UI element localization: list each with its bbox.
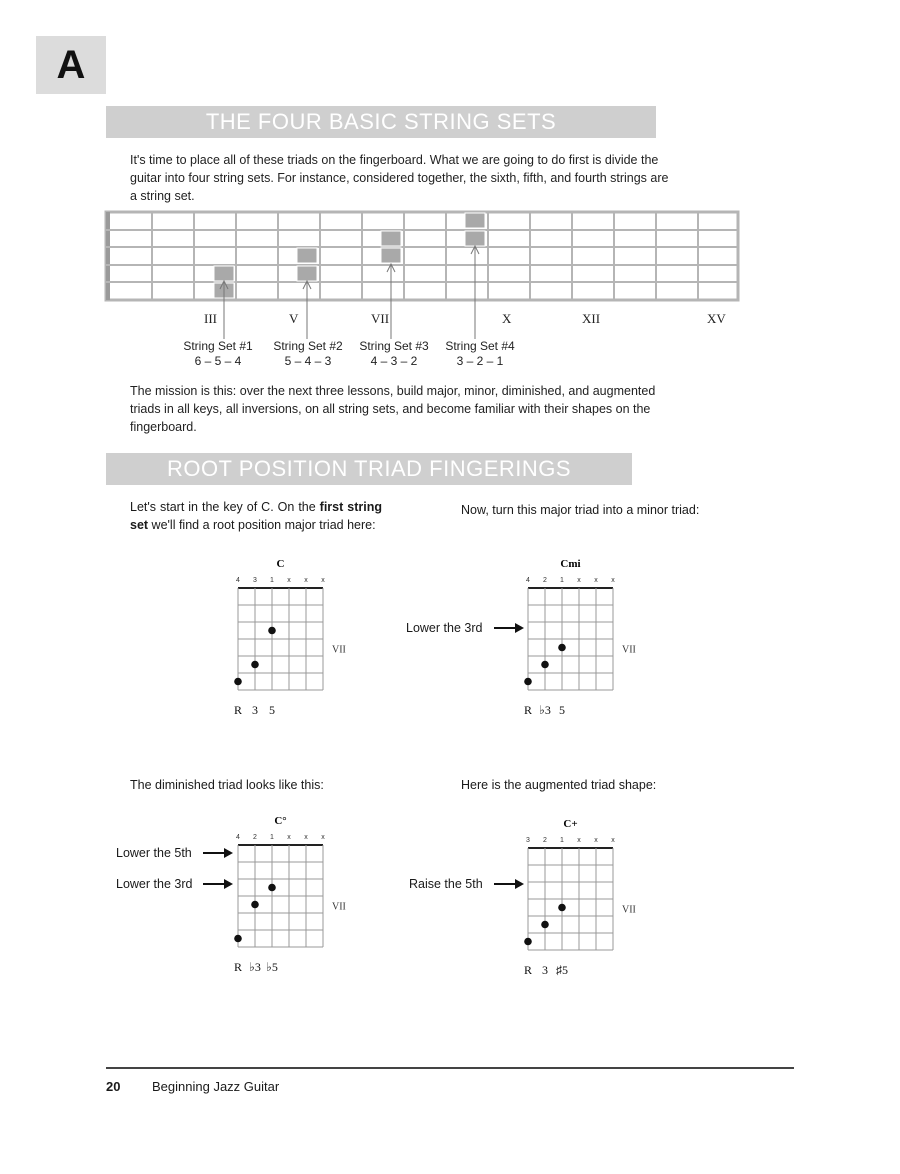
- section-heading-string-sets: THE FOUR BASIC STRING SETS: [106, 106, 656, 138]
- finger-label: 3: [526, 837, 530, 844]
- chord-grid: [226, 555, 356, 717]
- position-label: VII: [332, 644, 346, 656]
- chord-diagram-augmented: [516, 815, 646, 977]
- finger-label: x: [577, 577, 581, 584]
- chord-diagram-major: [226, 555, 356, 717]
- degree-label: ♭5: [266, 960, 278, 974]
- section-tab-letter: A: [36, 36, 106, 94]
- degree-label: ♭3: [249, 960, 261, 974]
- finger-label: 4: [526, 577, 530, 584]
- intro-diminished-text: The diminished triad looks like this:: [130, 778, 324, 792]
- page-number: 20: [106, 1079, 121, 1094]
- finger-label: x: [287, 834, 291, 841]
- finger-dot: [524, 678, 532, 686]
- chord-name: Cmi: [560, 558, 581, 570]
- finger-label: x: [611, 837, 615, 844]
- string-set-name: String Set #3: [359, 339, 429, 353]
- string-set-4-block: [465, 213, 485, 228]
- string-set-strings: 4 – 3 – 2: [370, 354, 418, 368]
- degree-label: R: [523, 963, 533, 977]
- chord-grid: [516, 555, 646, 717]
- finger-label: 3: [253, 577, 257, 584]
- finger-dot: [558, 904, 566, 912]
- degree-label: 3: [252, 703, 258, 717]
- string-set-strings: 3 – 2 – 1: [456, 354, 504, 368]
- string-set-3-block: [381, 248, 401, 263]
- chord-name: C: [276, 558, 285, 570]
- finger-label: x: [321, 577, 325, 584]
- string-set-strings: 5 – 4 – 3: [284, 354, 332, 368]
- finger-dot: [541, 661, 549, 669]
- fret-marker-x: X: [502, 311, 512, 326]
- intro-minor-text: Now, turn this major triad into a minor triad:: [461, 503, 700, 517]
- position-label: VII: [332, 901, 346, 913]
- intro-paragraph: It's time to place all of these triads on the fingerboard. What we are going to do first is divide the guitar into four string sets. For instance, considered together, the sixth, fifth, and fourth strings are a string set.: [130, 153, 669, 203]
- finger-label: x: [304, 577, 308, 584]
- annotation-lower-third: Lower the 3rd: [406, 621, 483, 635]
- chord-grid: [226, 812, 356, 974]
- finger-label: x: [594, 837, 598, 844]
- finger-label: 2: [253, 834, 257, 841]
- finger-label: x: [287, 577, 291, 584]
- finger-dot: [251, 661, 259, 669]
- string-set-2-block: [297, 248, 317, 263]
- finger-dot: [524, 938, 532, 946]
- degree-label: 3: [542, 963, 548, 977]
- finger-dot: [234, 678, 242, 686]
- chord-grid: [516, 815, 646, 977]
- book-title: Beginning Jazz Guitar: [152, 1079, 280, 1094]
- finger-dot: [268, 884, 276, 892]
- string-set-1-block: [214, 266, 234, 281]
- mission-paragraph: The mission is this: over the next three lessons, build major, minor, diminished, and augmented triads in all keys, all inversions, on all string sets, and become familiar with their shapes on the fingerboard.: [130, 384, 656, 434]
- string-set-1-label: [172, 339, 264, 369]
- fret-marker-vii: VII: [371, 311, 390, 326]
- finger-label: 2: [543, 837, 547, 844]
- finger-label: 1: [560, 837, 564, 844]
- string-set-strings: 6 – 5 – 4: [194, 354, 242, 368]
- string-set-3-block: [381, 231, 401, 246]
- position-label: VII: [622, 904, 636, 916]
- arrow-right-icon: [493, 876, 525, 892]
- finger-label: 4: [236, 834, 240, 841]
- degree-label: 5: [559, 703, 565, 717]
- string-set-name: String Set #4: [445, 339, 515, 353]
- finger-label: 1: [270, 834, 274, 841]
- degree-label: R: [233, 960, 243, 974]
- degree-label: R: [523, 703, 533, 717]
- finger-label: 2: [543, 577, 547, 584]
- degree-label: ♯5: [556, 963, 568, 977]
- arrow-right-icon: [493, 620, 525, 636]
- fret-marker-xv: XV: [707, 311, 726, 326]
- string-set-2-block: [297, 266, 317, 281]
- string-set-3-label: [348, 339, 440, 369]
- finger-label: 4: [236, 577, 240, 584]
- fret-marker-v: V: [289, 311, 299, 326]
- arrow-right-icon: [202, 876, 234, 892]
- finger-dot: [234, 935, 242, 943]
- string-set-name: String Set #1: [183, 339, 253, 353]
- degree-label: 5: [269, 703, 275, 717]
- string-set-4-label: [434, 339, 526, 369]
- fret-marker-iii: III: [204, 311, 217, 326]
- finger-label: x: [594, 577, 598, 584]
- chord-diagram-minor: [516, 555, 646, 717]
- finger-label: 1: [560, 577, 564, 584]
- fretboard-diagram: [104, 210, 744, 305]
- finger-dot: [541, 921, 549, 929]
- finger-label: x: [611, 577, 615, 584]
- string-set-4-block: [465, 231, 485, 246]
- position-label: VII: [622, 644, 636, 656]
- arrow-right-icon: [202, 845, 234, 861]
- string-set-name: String Set #2: [273, 339, 343, 353]
- intro-augmented-text: Here is the augmented triad shape:: [461, 778, 657, 792]
- annotation-lower-fifth: Lower the 5th: [116, 846, 192, 860]
- intro-root-text: Let's start in the key of C. On the first string set we'll find a root position major triad here:: [130, 500, 382, 532]
- finger-dot: [268, 627, 276, 635]
- string-set-arrows: [200, 303, 400, 343]
- footer-rule: [106, 1067, 794, 1069]
- finger-dot: [251, 901, 259, 909]
- string-set-2-label: [262, 339, 354, 369]
- degree-label: R: [233, 703, 243, 717]
- annotation-raise-fifth: Raise the 5th: [409, 877, 483, 891]
- annotation-lower-third-dim: Lower the 3rd: [116, 877, 193, 891]
- fret-marker-xii: XII: [582, 311, 601, 326]
- finger-label: x: [321, 834, 325, 841]
- finger-label: x: [304, 834, 308, 841]
- finger-dot: [558, 644, 566, 652]
- chord-name: C+: [563, 818, 578, 830]
- string-set-arrow-4: [470, 303, 480, 339]
- chord-diagram-diminished: [226, 812, 356, 974]
- degree-label: ♭3: [539, 703, 551, 717]
- section-heading-root-position: ROOT POSITION TRIAD FINGERINGS: [106, 453, 632, 485]
- chord-name: C°: [274, 815, 287, 827]
- finger-label: x: [577, 837, 581, 844]
- finger-label: 1: [270, 577, 274, 584]
